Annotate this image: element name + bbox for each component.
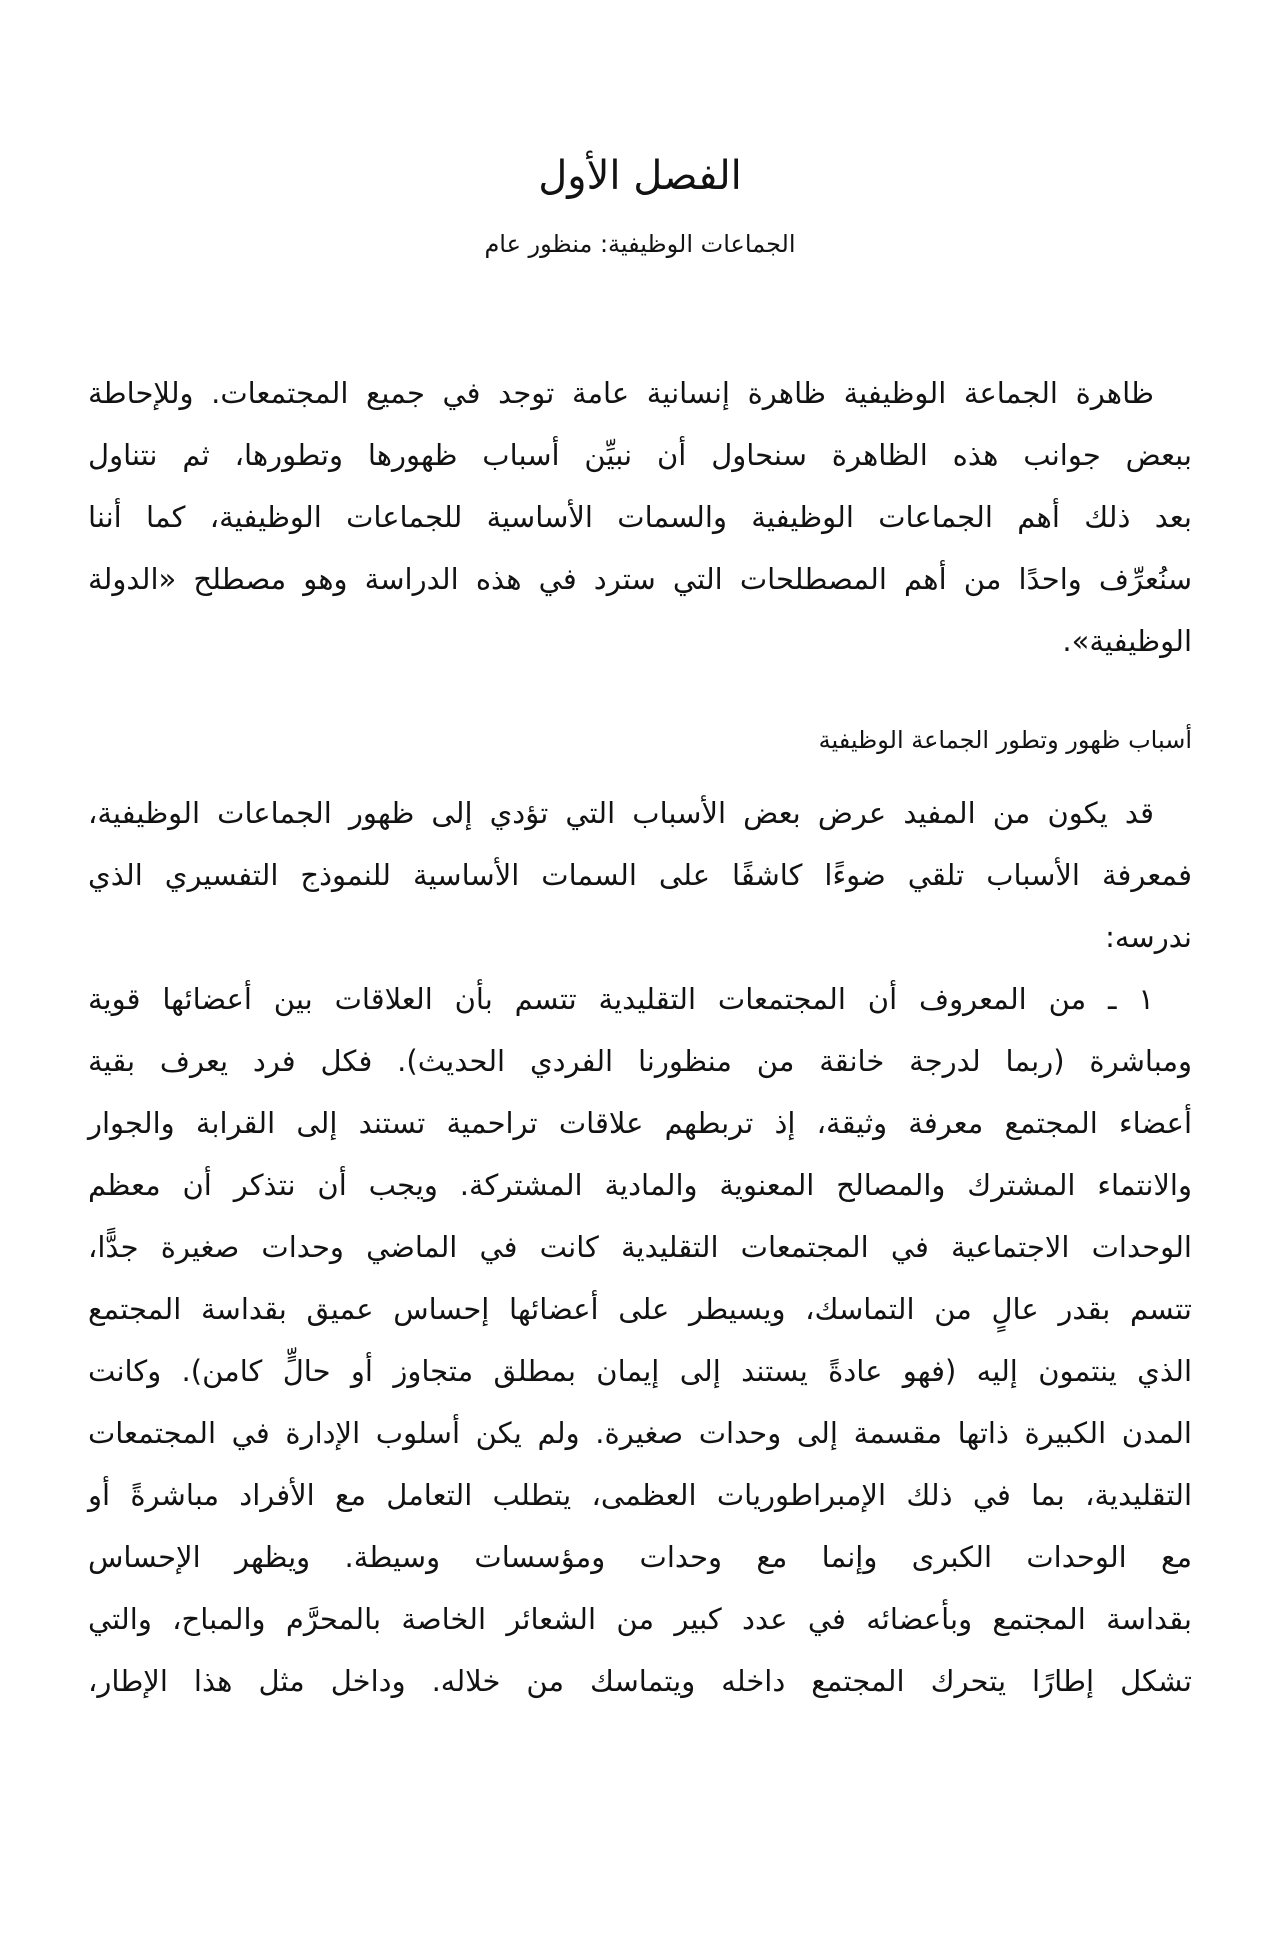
- text-line: الوحدات الاجتماعية في المجتمعات التقليدية كانت في الماضي وحدات صغيرة جدًّا،: [88, 1229, 1192, 1264]
- text-line: سنُعرِّف واحدًا من أهم المصطلحات التي سترد في هذه الدراسة وهو مصطلح «الدولة: [88, 561, 1192, 596]
- text-line: قد يكون من المفيد عرض بعض الأسباب التي تؤدي إلى ظهور الجماعات الوظيفية،: [88, 795, 1154, 830]
- text-line: مع الوحدات الكبرى وإنما مع وحدات ومؤسسات وسيطة. ويظهر الإحساس: [88, 1539, 1192, 1574]
- book-page: [88, 150, 1192, 1712]
- text-line: ١ ـ من المعروف أن المجتمعات التقليدية تتسم بأن العلاقات بين أعضائها قوية: [88, 981, 1154, 1016]
- text-line: الذي ينتمون إليه (فهو عادةً يستند إلى إيمان بمطلق متجاوز أو حالٍّ كامن). وكانت: [88, 1353, 1192, 1388]
- paragraph-item-1: [88, 968, 1192, 1712]
- text-line: التقليدية، بما في ذلك الإمبراطوريات العظمى، يتطلب التعامل مع الأفراد مباشرةً أو: [88, 1477, 1192, 1512]
- text-line: الوظيفية».: [1062, 623, 1192, 658]
- text-line: المدن الكبيرة ذاتها مقسمة إلى وحدات صغيرة. ولم يكن أسلوب الإدارة في المجتمعات: [88, 1415, 1192, 1450]
- section-heading: أسباب ظهور وتطور الجماعة الوظيفية: [818, 725, 1192, 754]
- text-line: فمعرفة الأسباب تلقي ضوءًا كاشفًا على السمات الأساسية للنموذج التفسيري الذي: [88, 857, 1192, 892]
- text-line: ندرسه:: [1105, 919, 1192, 954]
- text-line: ومباشرة (ربما لدرجة خانقة من منظورنا الفردي الحديث). فكل فرد يعرف بقية: [88, 1043, 1192, 1078]
- text-line: ببعض جوانب هذه الظاهرة سنحاول أن نبيِّن أسباب ظهورها وتطورها، ثم نتناول: [88, 437, 1192, 472]
- text-line: تشكل إطارًا يتحرك المجتمع داخله ويتماسك من خلاله. وداخل مثل هذا الإطار،: [88, 1663, 1192, 1698]
- text-line: تتسم بقدر عالٍ من التماسك، ويسيطر على أعضائها إحساس عميق بقداسة المجتمع: [88, 1291, 1192, 1326]
- text-line: والانتماء المشترك والمصالح المعنوية والمادية المشتركة. ويجب أن نتذكر أن معظم: [88, 1167, 1192, 1202]
- chapter-subtitle: الجماعات الوظيفية: منظور عام: [484, 230, 796, 258]
- chapter-title: الفصل الأول: [538, 153, 742, 199]
- paragraph-intro: [88, 362, 1192, 672]
- text-line: ظاهرة الجماعة الوظيفية ظاهرة إنسانية عامة توجد في جميع المجتمعات. وللإحاطة: [88, 375, 1154, 410]
- text-line: بقداسة المجتمع وبأعضائه في عدد كبير من الشعائر الخاصة بالمحرَّم والمباح، والتي: [88, 1601, 1192, 1636]
- text-line: أعضاء المجتمع معرفة وثيقة، إذ تربطهم علاقات تراحمية تستند إلى القرابة والجوار: [88, 1105, 1192, 1140]
- paragraph-reasons-intro: [88, 782, 1192, 968]
- text-line: بعد ذلك أهم الجماعات الوظيفية والسمات الأساسية للجماعات الوظيفية، كما أننا: [88, 499, 1192, 534]
